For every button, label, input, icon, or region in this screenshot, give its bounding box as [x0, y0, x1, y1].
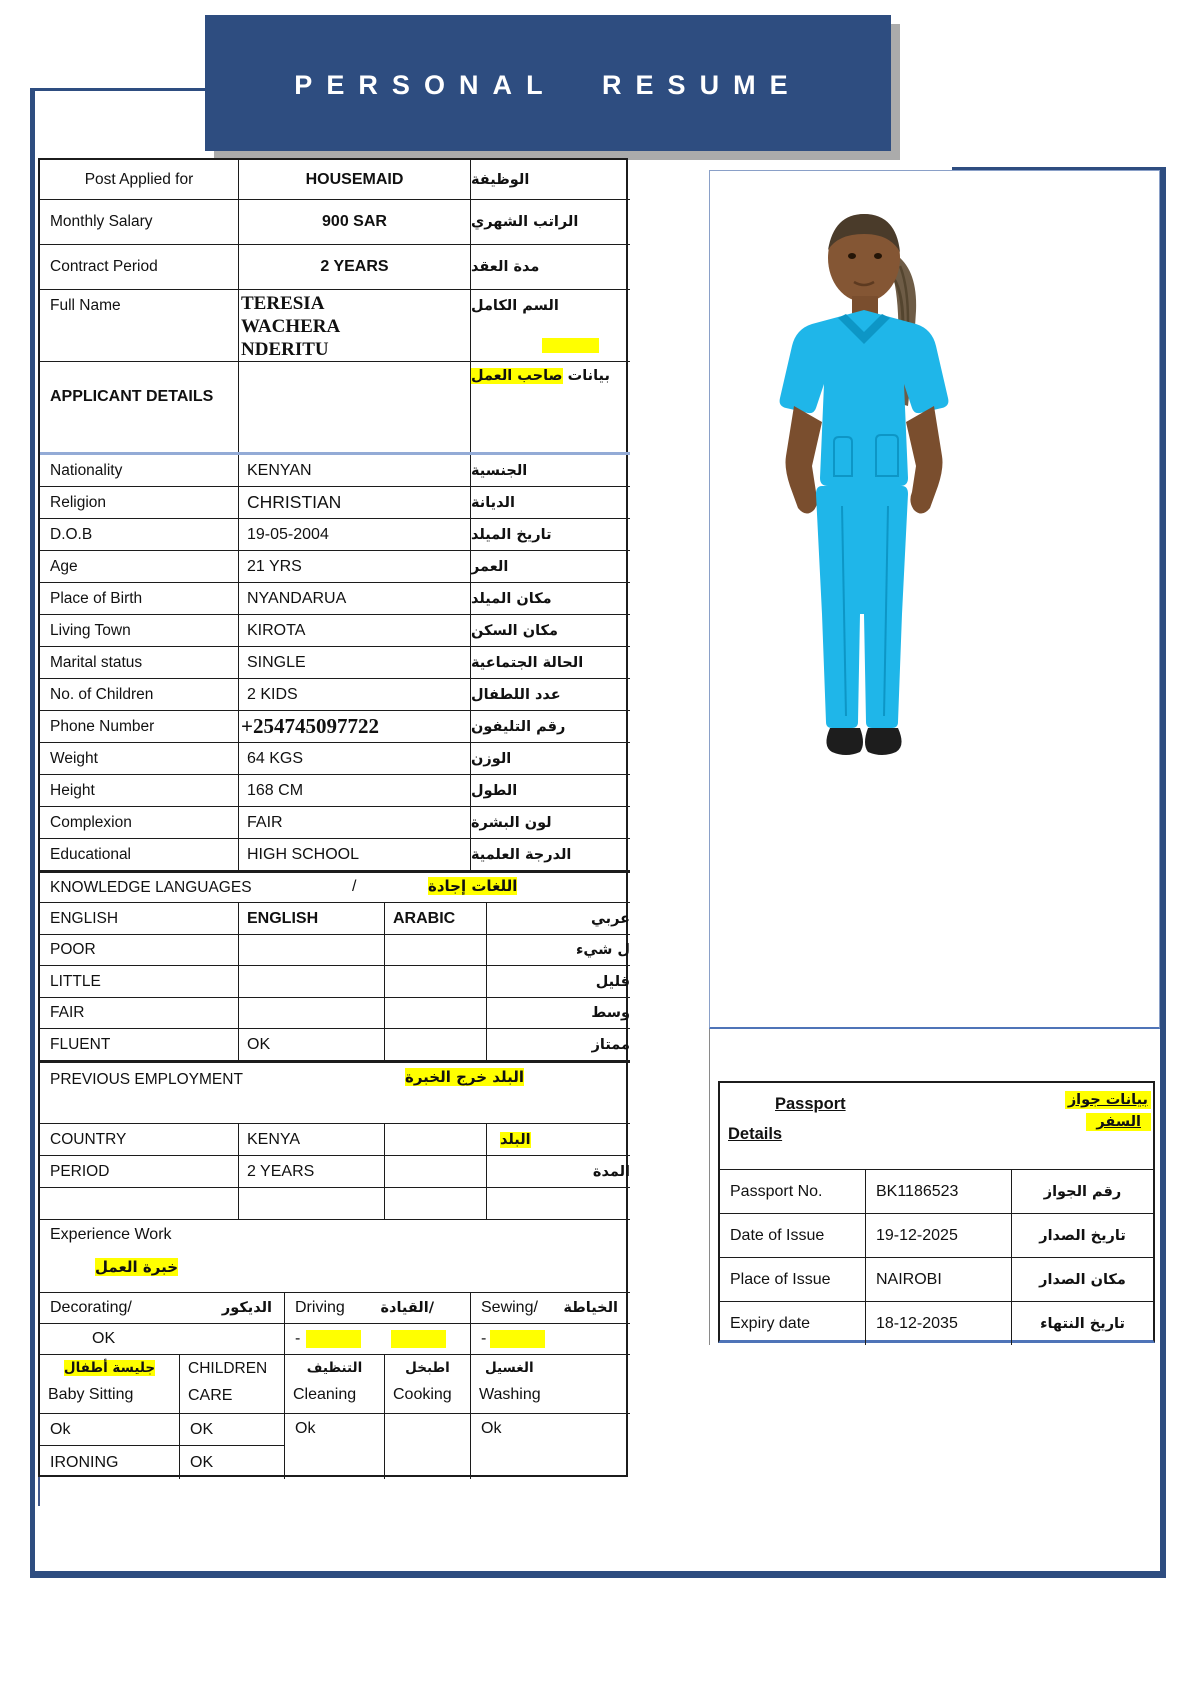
language-col1: ENGLISH — [238, 903, 384, 934]
row-label: Phone Number — [50, 717, 155, 735]
applicant-details-row — [40, 362, 630, 452]
language-arabic: وسط — [486, 998, 630, 1028]
skill-value: Ok — [40, 1414, 179, 1446]
row-value: SINGLE — [238, 647, 470, 678]
skill-col — [40, 1293, 284, 1323]
language-arabic: ل شيء — [486, 935, 630, 965]
row-label: Full Name — [50, 297, 121, 314]
table-row — [40, 160, 630, 200]
row-label: D.O.B — [50, 525, 93, 543]
row-label-arabic: السم الكامل — [470, 290, 630, 361]
skill-value: OK — [179, 1414, 284, 1446]
table-row — [40, 455, 630, 487]
employment-header-arabic: البلد خرج الخبرة — [405, 1068, 524, 1086]
language-arabic: عربي — [486, 903, 630, 934]
row-label-arabic: مدة العقد — [470, 245, 630, 289]
language-label: FAIR — [50, 1004, 85, 1021]
languages-header-arabic: اللغات إجادة — [428, 877, 518, 895]
experience-header-row — [40, 1220, 630, 1293]
row-label-arabic: الديانة — [470, 487, 630, 518]
applicant-photo — [742, 206, 987, 766]
row-value: 21 YRS — [238, 551, 470, 582]
frame-right — [1160, 167, 1166, 1577]
row-value: 168 CM — [238, 775, 470, 806]
skill-line2: Cleaning — [293, 1386, 357, 1403]
employment-label: COUNTRY — [50, 1130, 127, 1148]
row-value — [238, 362, 470, 452]
table-row — [40, 679, 630, 711]
skill-col — [470, 1355, 630, 1413]
language-label: POOR — [50, 941, 96, 958]
skill-value — [284, 1324, 470, 1354]
header-band — [205, 15, 891, 151]
language-row — [40, 903, 630, 935]
passport-value: 19-12-2025 — [865, 1214, 1011, 1257]
skill-col — [384, 1355, 470, 1413]
row-label: Marital status — [50, 653, 143, 671]
skill-value: IRONING — [50, 1453, 119, 1471]
language-col2 — [384, 935, 486, 965]
row-label: Contract Period — [50, 258, 158, 275]
language-col1: OK — [238, 1029, 384, 1060]
skill-en: Decorating/ — [50, 1299, 132, 1316]
employment-row — [40, 1188, 630, 1220]
language-col1 — [238, 998, 384, 1028]
language-arabic: قليل — [486, 966, 630, 997]
row-label-arabic: الطول — [470, 775, 630, 806]
skill-line2: CARE — [188, 1387, 233, 1404]
passport-title-arabic — [1065, 1091, 1151, 1131]
language-col2 — [384, 1029, 486, 1060]
language-row — [40, 998, 630, 1029]
language-row — [40, 966, 630, 998]
row-label: No. of Children — [50, 685, 154, 703]
dash: - — [481, 1330, 487, 1347]
skill-col — [470, 1293, 630, 1323]
passport-row — [720, 1169, 1153, 1213]
row-value: 900 SAR — [238, 200, 470, 244]
table-row — [40, 711, 630, 743]
passport-arabic: مكان الصدار — [1011, 1258, 1153, 1301]
table-row — [40, 245, 630, 290]
row-label-arabic: الراتب الشهري — [470, 200, 630, 244]
experience-grid-header-row — [40, 1355, 630, 1414]
row-label-arabic: مكان السكن — [470, 615, 630, 646]
language-col2 — [384, 966, 486, 997]
passport-title-arabic-line1: بيانات جواز — [1065, 1091, 1151, 1109]
row-label: Nationality — [50, 461, 123, 479]
passport-section-left-line — [709, 1029, 710, 1345]
skill-line2: Baby Sitting — [48, 1386, 134, 1403]
row-label: Weight — [50, 749, 98, 767]
employment-col1 — [238, 1188, 384, 1219]
skill-line1: الغسيل — [485, 1360, 534, 1376]
name-line: NDERITU — [241, 339, 329, 360]
skill-col — [40, 1355, 179, 1413]
skill-line1: التنظيف — [306, 1360, 363, 1376]
passport-value: BK1186523 — [865, 1170, 1011, 1213]
table-row — [40, 743, 630, 775]
table-row — [40, 583, 630, 615]
row-value: FAIR — [238, 807, 470, 838]
skill-value: OK — [92, 1330, 116, 1347]
skill-col — [284, 1293, 470, 1323]
passport-label: Place of Issue — [730, 1270, 831, 1288]
skill-line1: جليسة أطفال — [63, 1360, 156, 1376]
employment-arabic — [486, 1188, 630, 1219]
dash: - — [295, 1330, 301, 1347]
skill-ar: /القيادة — [380, 1300, 434, 1316]
employment-label: PERIOD — [50, 1162, 110, 1180]
language-label: FLUENT — [50, 1035, 111, 1053]
frame-left — [30, 88, 35, 1577]
passport-title-line1: Passport — [775, 1095, 846, 1113]
highlight-strip — [542, 338, 599, 353]
skill-line1: CHILDREN — [188, 1360, 268, 1377]
passport-label: Expiry date — [730, 1314, 811, 1332]
row-value: KENYAN — [238, 455, 470, 486]
row-label-arabic: الدرجة العلمية — [470, 839, 630, 870]
row-label-arabic: مكان الميلد — [470, 583, 630, 614]
skill-col — [179, 1355, 284, 1413]
skill-value: Ok — [470, 1414, 630, 1479]
passport-label: Date of Issue — [730, 1226, 825, 1244]
employment-row — [40, 1124, 630, 1156]
skill-value: OK — [179, 1446, 284, 1479]
row-label-arabic: الوزن — [470, 743, 630, 774]
passport-row — [720, 1257, 1153, 1301]
passport-value: NAIROBI — [865, 1258, 1011, 1301]
employment-row — [40, 1156, 630, 1188]
employment-col2 — [384, 1188, 486, 1219]
skill-line1: اطبخل — [405, 1360, 450, 1376]
passport-row — [720, 1301, 1153, 1345]
table-row — [40, 807, 630, 839]
passport-title-line2: Details — [728, 1125, 783, 1143]
table-row — [40, 615, 630, 647]
frame-top-left — [30, 88, 208, 91]
row-label: Height — [50, 781, 95, 799]
arabic-plain: بيانات — [567, 368, 610, 384]
language-arabic: ممتاز — [486, 1029, 630, 1060]
row-label-arabic: تاريخ الميلد — [470, 519, 630, 550]
row-label-arabic: الحالة الجتماعية — [470, 647, 630, 678]
row-value: +254745097722 — [238, 711, 470, 742]
full-name-value — [238, 290, 470, 361]
row-value: 2 YEARS — [238, 245, 470, 289]
table-row — [40, 775, 630, 807]
experience-skill-header-row — [40, 1293, 630, 1324]
row-label-arabic: العمر — [470, 551, 630, 582]
languages-separator: / — [352, 878, 357, 895]
table-row — [40, 839, 630, 871]
row-label: Monthly Salary — [50, 213, 153, 230]
skill-value — [470, 1324, 630, 1354]
row-value: 2 KIDS — [238, 679, 470, 710]
language-col1 — [238, 935, 384, 965]
row-label-arabic: الوظيفة — [470, 160, 630, 199]
employment-col2 — [384, 1124, 486, 1155]
language-label: ENGLISH — [50, 909, 119, 927]
employment-col1: KENYA — [238, 1124, 384, 1155]
skill-en: Sewing/ — [481, 1299, 538, 1316]
experience-skill-value-row — [40, 1324, 630, 1355]
experience-header: Experience Work — [50, 1226, 172, 1243]
row-label-arabic: رقم التليفون — [470, 711, 630, 742]
passport-row — [720, 1213, 1153, 1257]
row-label: Educational — [50, 845, 132, 863]
main-table — [38, 158, 628, 1477]
skill-en: Driving — [295, 1299, 345, 1316]
row-label: Post Applied for — [84, 170, 194, 188]
passport-arabic: تاريخ النتهاء — [1011, 1302, 1153, 1345]
passport-arabic: رقم الجواز — [1011, 1170, 1153, 1213]
skill-value — [384, 1414, 470, 1479]
highlight-strip — [490, 1330, 545, 1348]
language-col1 — [238, 966, 384, 997]
skill-col — [284, 1355, 384, 1413]
row-label-arabic: لون البشرة — [470, 807, 630, 838]
row-label-arabic: الجنسية — [470, 455, 630, 486]
employment-label — [40, 1188, 238, 1219]
highlight-strip — [391, 1330, 446, 1348]
passport-title-row — [720, 1083, 1153, 1169]
page-title: PERSONAL RESUME — [294, 69, 802, 100]
skill-line2: Cooking — [393, 1386, 452, 1403]
name-line: TERESIA — [241, 293, 325, 314]
employment-header: PREVIOUS EMPLOYMENT — [50, 1071, 243, 1088]
table-row — [40, 200, 630, 245]
table-row — [40, 551, 630, 583]
row-label: Living Town — [50, 621, 131, 639]
row-value: CHRISTIAN — [238, 487, 470, 518]
full-name-row — [40, 290, 630, 362]
row-label: Age — [50, 557, 78, 575]
row-value: NYANDARUA — [238, 583, 470, 614]
language-col2: ARABIC — [384, 903, 486, 934]
row-label: Complexion — [50, 813, 132, 831]
frame-bottom — [30, 1571, 1166, 1578]
passport-arabic: تاريخ الصدار — [1011, 1214, 1153, 1257]
passport-title-arabic-line2: السفر — [1086, 1113, 1151, 1131]
table-row — [40, 487, 630, 519]
passport-table — [718, 1081, 1155, 1343]
table-row — [40, 519, 630, 551]
experience-values-block — [40, 1414, 630, 1479]
employment-col1: 2 YEARS — [238, 1156, 384, 1187]
languages-header: KNOWLEDGE LANGUAGES — [50, 879, 252, 896]
row-value: 64 KGS — [238, 743, 470, 774]
skill-ar: الخياطة — [563, 1300, 618, 1316]
row-value: 19-05-2004 — [238, 519, 470, 550]
row-label-arabic — [470, 362, 630, 452]
row-label: Religion — [50, 493, 107, 511]
languages-header-row — [40, 871, 630, 903]
employment-arabic: المدة — [486, 1156, 630, 1187]
employment-arabic: البلد — [500, 1131, 531, 1148]
language-col2 — [384, 998, 486, 1028]
skill-ar: الديكور — [221, 1300, 272, 1316]
table-row — [40, 647, 630, 679]
row-value: KIROTA — [238, 615, 470, 646]
skill-value: Ok — [284, 1414, 384, 1479]
skill-line2: Washing — [479, 1386, 541, 1403]
employment-col2 — [384, 1156, 486, 1187]
row-label-arabic: عدد اللطفال — [470, 679, 630, 710]
row-value: HOUSEMAID — [238, 160, 470, 199]
row-label: Place of Birth — [50, 589, 143, 607]
row-value: HIGH SCHOOL — [238, 839, 470, 870]
experience-header-arabic: خبرة العمل — [95, 1258, 179, 1276]
table-left-stub — [38, 1477, 40, 1506]
language-row — [40, 1029, 630, 1061]
arabic-highlight: صاحب العمل — [471, 368, 563, 384]
name-line: WACHERA — [241, 316, 341, 337]
language-row — [40, 935, 630, 966]
section-title: APPLICANT DETAILS — [50, 388, 214, 405]
language-label: LITTLE — [50, 972, 101, 990]
passport-value: 18-12-2035 — [865, 1302, 1011, 1345]
employment-header-row — [40, 1061, 630, 1124]
passport-label: Passport No. — [730, 1182, 823, 1200]
highlight-strip — [306, 1330, 361, 1348]
